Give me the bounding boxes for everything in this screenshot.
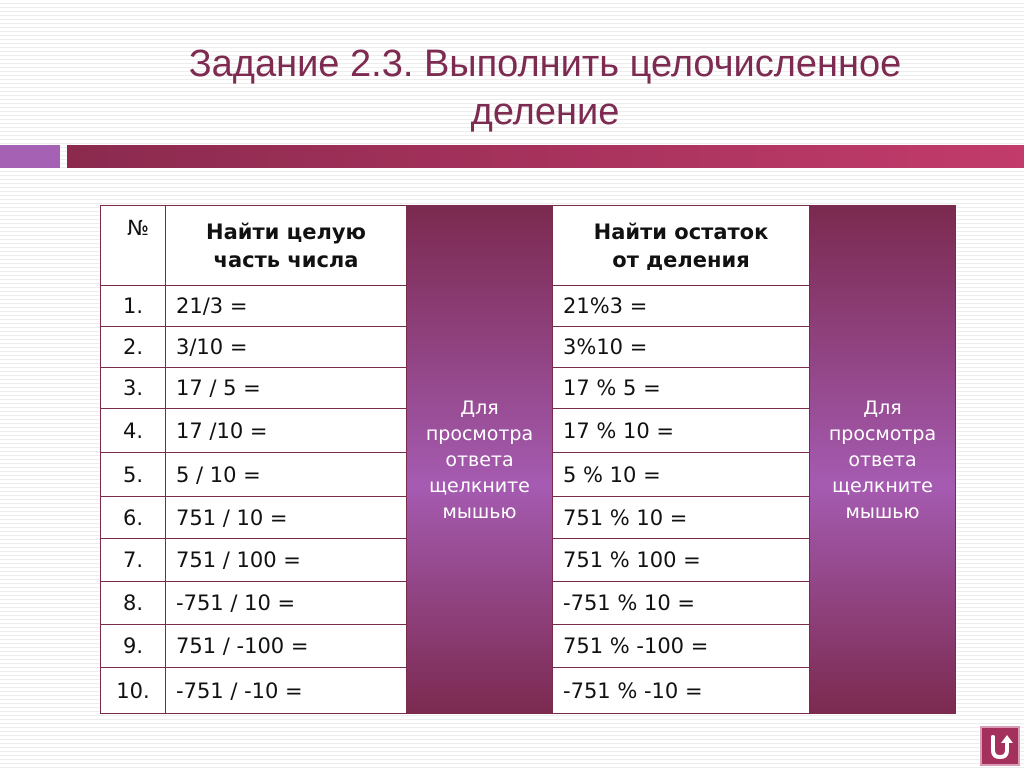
remainder-expression: 751 % 10 =	[553, 497, 810, 539]
remainder-expression: 17 % 10 =	[553, 409, 810, 453]
header-remainder-line-1: Найти остаток	[593, 219, 769, 244]
remainder-expression: 5 % 10 =	[553, 453, 810, 497]
reveal-answers-div-panel[interactable]	[407, 206, 553, 714]
header-integer-part-line-2: часть числа	[213, 247, 359, 272]
remainder-expression: -751 % 10 =	[553, 582, 810, 625]
division-expression: -751 / -10 =	[166, 668, 407, 714]
row-number: 1.	[101, 286, 166, 327]
header-number: №	[101, 206, 166, 286]
division-expression: 5 / 10 =	[166, 453, 407, 497]
return-button[interactable]	[980, 726, 1020, 766]
reveal-text-line: просмотра	[828, 422, 937, 445]
division-expression: 21/3 =	[166, 286, 407, 327]
reveal-text-line: ответа	[848, 448, 917, 471]
remainder-expression: 21%3 =	[553, 286, 810, 327]
division-expression: 751 / 10 =	[166, 497, 407, 539]
remainder-expression: -751 % -10 =	[553, 668, 810, 714]
division-expression: 17 /10 =	[166, 409, 407, 453]
division-expression: 3/10 =	[166, 327, 407, 368]
reveal-text-line: щелкните	[832, 474, 933, 497]
division-expression: 17 / 5 =	[166, 368, 407, 409]
header-integer-part	[166, 206, 407, 286]
exercise-table	[100, 205, 956, 714]
reveal-answers-mod-panel[interactable]	[810, 206, 956, 714]
slide-title	[130, 40, 960, 136]
header-remainder	[553, 206, 810, 286]
row-number: 7.	[101, 539, 166, 582]
header-remainder-line-2: от деления	[612, 247, 750, 272]
reveal-text-line: Для	[460, 396, 499, 419]
remainder-expression: 3%10 =	[553, 327, 810, 368]
row-number: 3.	[101, 368, 166, 409]
remainder-expression: 751 % -100 =	[553, 625, 810, 668]
reveal-text-line: мышью	[845, 500, 920, 523]
row-number: 5.	[101, 453, 166, 497]
return-u-turn-icon	[986, 731, 1014, 761]
decorative-bar-left	[0, 145, 60, 168]
reveal-text-line: Для	[863, 396, 902, 419]
table-header-row	[101, 206, 956, 286]
row-number: 10.	[101, 668, 166, 714]
reveal-text-line: ответа	[445, 448, 514, 471]
reveal-text-line: щелкните	[429, 474, 530, 497]
row-number: 4.	[101, 409, 166, 453]
reveal-text-line: мышью	[442, 500, 517, 523]
row-number: 9.	[101, 625, 166, 668]
slide-title-line-1: Задание 2.3. Выполнить целочисленное	[188, 43, 902, 85]
decorative-bar-right	[67, 145, 1024, 168]
division-expression: -751 / 10 =	[166, 582, 407, 625]
header-integer-part-line-1: Найти целую	[206, 219, 366, 244]
row-number: 8.	[101, 582, 166, 625]
reveal-text-line: просмотра	[425, 422, 534, 445]
slide-title-line-2: деление	[470, 91, 620, 133]
division-expression: 751 / -100 =	[166, 625, 407, 668]
remainder-expression: 751 % 100 =	[553, 539, 810, 582]
row-number: 6.	[101, 497, 166, 539]
remainder-expression: 17 % 5 =	[553, 368, 810, 409]
row-number: 2.	[101, 327, 166, 368]
division-expression: 751 / 100 =	[166, 539, 407, 582]
